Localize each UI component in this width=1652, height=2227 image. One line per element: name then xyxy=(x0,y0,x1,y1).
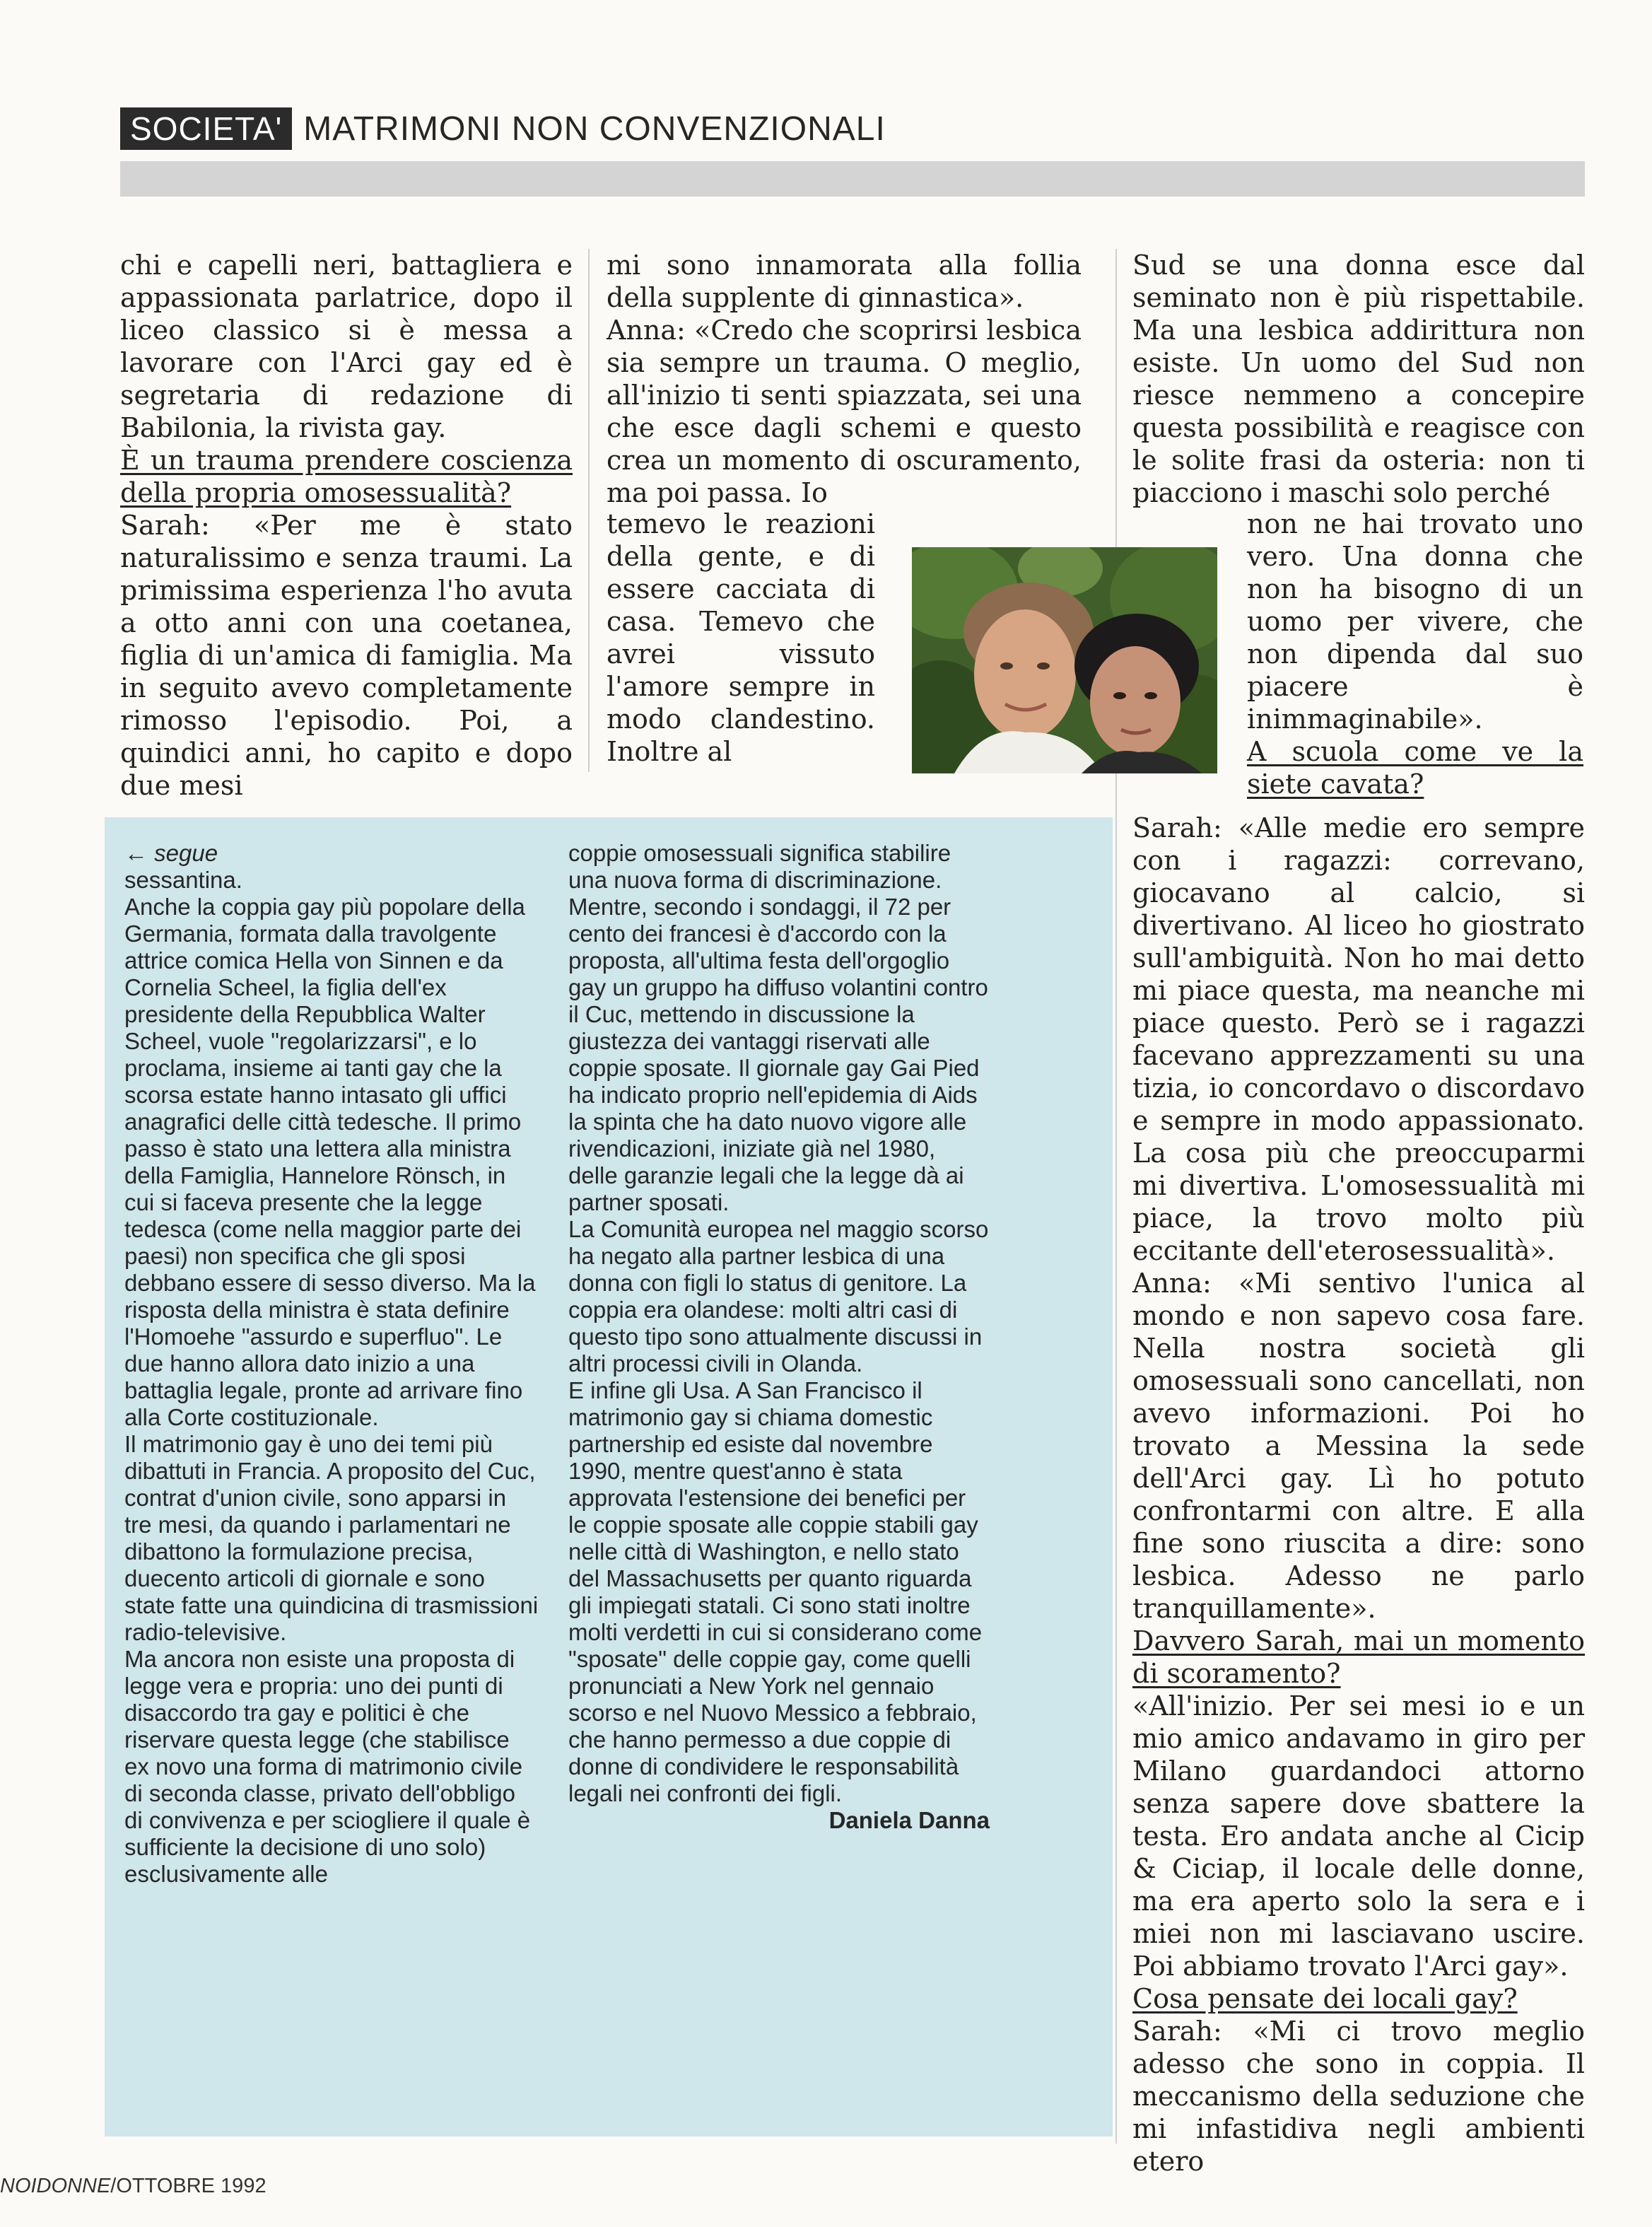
paragraph: mi sono innamorata alla follia della supplente di ginnastica». xyxy=(607,250,1082,313)
paragraph: «All'inizio. Per sei mesi io e un mio amico andavamo in giro per Milano guardandoci attorno senza sapere dove sbattere la testa. Ero andata anche al Cicip & Ciciap, il locale delle donne, ma era aperto solo la sera e i miei non mi lasciavano uscire. Poi abbiamo trovato l'Arci gay». xyxy=(1132,1690,1585,1982)
interview-question: È un trauma prendere coscienza della propria omosessualità? xyxy=(120,445,573,508)
interview-question: Cosa pensate dei locali gay? xyxy=(1132,1983,1518,2014)
photo-two-women xyxy=(912,547,1217,773)
paragraph: Anna: «Credo che scoprirsi lesbica sia sempre un trauma. O meglio, all'inizio ti senti spiazzata, sei una che esce dagli schemi e questo crea un momento di oscuramento, ma poi passa. Io xyxy=(607,315,1082,508)
paragraph: Sarah: «Mi ci trovo meglio adesso che sono in coppia. Il meccanismo della seduzione che mi infastidiva negli ambienti etero xyxy=(1132,2016,1585,2177)
paragraph: Anna: «Mi sentivo l'unica al mondo e non sapevo cosa fare. Nella nostra società gli omosessuali sono cancellati, non avevo informazioni. Poi ho trovato a Messina la sede dell'Arci gay. Lì ho potuto confrontarmi con altre. E alla fine sono riuscita a dire: sono lesbica. Adesso ne parlo tranquillamente». xyxy=(1132,1268,1585,1624)
paragraph: Il matrimonio gay è uno dei temi più dibattuti in Francia. A proposito del Cuc, contrat d'union civile, sono apparsi in tre mesi, da quando i parlamentari ne dibattono la formulazione precisa, duecento articoli di giornale e sono state fatte una quindicina di trasmissioni radio-televisive. xyxy=(124,1431,539,1645)
sidebar-column-1 xyxy=(124,840,539,1888)
paragraph: Sarah: «Per me è stato naturalissimo e senza traumi. La primissima esperienza l'ho avuta a otto anni con una coetanea, figlia di un'amica di famiglia. Ma in seguito avevo completamente rimosso l'episodio. Poi, a quindici anni, ho capito e dopo due mesi xyxy=(120,510,573,801)
paragraph: Sarah: «Alle medie ero sempre con i ragazzi: correvano, giocavano al calcio, si divertivano. Al liceo ho giostrato sull'ambiguità. Non ho mai detto mi piace questa, ma neanche mi piace questo. Però se i ragazzi facevano apprezzamenti su una tizia, io concordavo o discordavo e sempre in modo appassionato. La cosa più che preoccuparmi mi divertiva. L'omosessualità mi piace, la trovo molto più eccitante dell'eterosessualità». xyxy=(1132,812,1585,1266)
column-2 xyxy=(607,249,1082,509)
paragraph: Sud se una donna esce dal seminato non è più rispettabile. Ma una lesbica addirittura non esiste. Un uomo del Sud non riesce nemmeno a concepire questa possibilità e reagisce con le solite frasi da osteria: non ti piacciono i maschi solo perché xyxy=(1132,250,1585,508)
issue-date: /OTTOBRE 1992 xyxy=(110,2175,266,2197)
paragraph: Anche la coppia gay più popolare della Germania, formata dalla travolgente attrice comica Hella von Sinnen e da Cornelia Scheel, la figlia dell'ex presidente della Repubblica Walter Scheel, vuole "regolarizzarsi", e lo proclama, insieme ai tanti gay che la scorsa estate hanno intasato gli uffici anagrafici delle città tedesche. Il primo passo è stato una lettera alla ministra della Famiglia, Hannelore Rönsch, in cui si faceva presente che la legge tedesca (come nella maggior parte dei paesi) non specifica che gli sposi debbano essere di sesso diverso. Ma la risposta della ministra è stata definire l'Homoehe "assurdo e superfluo". Le due hanno allora dato inizio a una battaglia legale, pronte ad arrivare fino alla Corte costituzionale. xyxy=(124,894,536,1430)
sidebar-column-2 xyxy=(568,840,990,1834)
column-1 xyxy=(120,249,573,802)
column-divider xyxy=(1115,249,1117,2144)
paragraph: Mentre, secondo i sondaggi, il 72 per cento dei francesi è d'accordo con la proposta, all'ultima festa dell'orgoglio gay un gruppo ha diffuso volantini contro il Cuc, mettendo in discussione la giustezza dei vantaggi riservati alle coppie sposate. Il giornale gay Gai Pied ha indicato proprio nell'epidemia di Aids la spinta che ha dato nuovo vigore alle rivendicazioni, iniziate già nel 1980, delle garanzie legali che la legge dà ai partner sposati. xyxy=(568,894,988,1215)
paragraph: Ma ancora non esiste una proposta di legge vera e propria: uno dei punti di disaccordo tra gay e politici è che riservare questa legge (che stabilisce ex novo una forma di matrimonio civile di seconda classe, privato dell'obbligo di convivenza e per sciogliere il quale è sufficiente la decisione di uno solo) esclusivamente alle xyxy=(124,1646,531,1887)
paragraph: chi e capelli neri, battagliera e appassionata parlatrice, dopo il liceo classico si è messa a lavorare con l'Arci gay ed è segretaria di redazione di Babilonia, la rivista gay. xyxy=(120,250,573,443)
interview-question: Davvero Sarah, mai un momento di scoramento? xyxy=(1132,1625,1585,1689)
paragraph: non ne hai trovato uno vero. Una donna che non ha bisogno di un uomo per vivere, che non dipenda dal suo piacere è inimmaginabile». xyxy=(1247,508,1583,735)
continued-marker: ← segue xyxy=(124,840,218,866)
interview-question: A scuola come ve la siete cavata? xyxy=(1247,736,1583,800)
section-header xyxy=(120,106,886,151)
header-bar xyxy=(120,161,1585,197)
paragraph: temevo le reazioni della gente, e di essere cacciata di casa. Temevo che avrei vissuto l'amore sempre in modo clandestino. Inoltre al xyxy=(607,508,875,767)
author-signature: Daniela Danna xyxy=(828,1807,990,1833)
paragraph: E infine gli Usa. A San Francisco il matrimonio gay si chiama domestic partnership ed esiste dal novembre 1990, mentre quest'anno è stata approvata l'estensione dei benefici per le coppie sposate alle coppie stabili gay nelle città di Washington, e nello stato del Massachusetts per quanto riguarda gli impiegati statali. Ci sono stati inoltre molti verdetti in cui si considerano come "sposate" delle coppie gay, come quelli pronunciati a New York nel gennaio scorso e nel Nuovo Messico a febbraio, che hanno permesso a due coppie di donne di condividere le responsabilità legali nei confronti dei figli. xyxy=(568,1377,983,1806)
column-2-wrap xyxy=(607,508,875,768)
paragraph: La Comunità europea nel maggio scorso ha negato alla partner lesbica di una donna con figli lo status di genitore. La coppia era olandese: molti altri casi di questo tipo sono attualmente discussi in altri processi civili in Olanda. xyxy=(568,1216,989,1376)
section-tag: SOCIETA' xyxy=(120,107,292,150)
column-3 xyxy=(1132,249,1585,509)
magazine-name: NOIDONNE xyxy=(0,2175,111,2197)
paragraph: coppie omosessuali significa stabilire una nuova forma di discriminazione. xyxy=(568,840,951,893)
page-footer xyxy=(0,2175,266,2198)
section-title: MATRIMONI NON CONVENZIONALI xyxy=(303,110,886,148)
column-divider xyxy=(588,249,590,772)
column-3-wrap xyxy=(1247,508,1583,800)
column-3-continued xyxy=(1132,812,1585,2178)
paragraph: sessantina. xyxy=(124,867,242,893)
